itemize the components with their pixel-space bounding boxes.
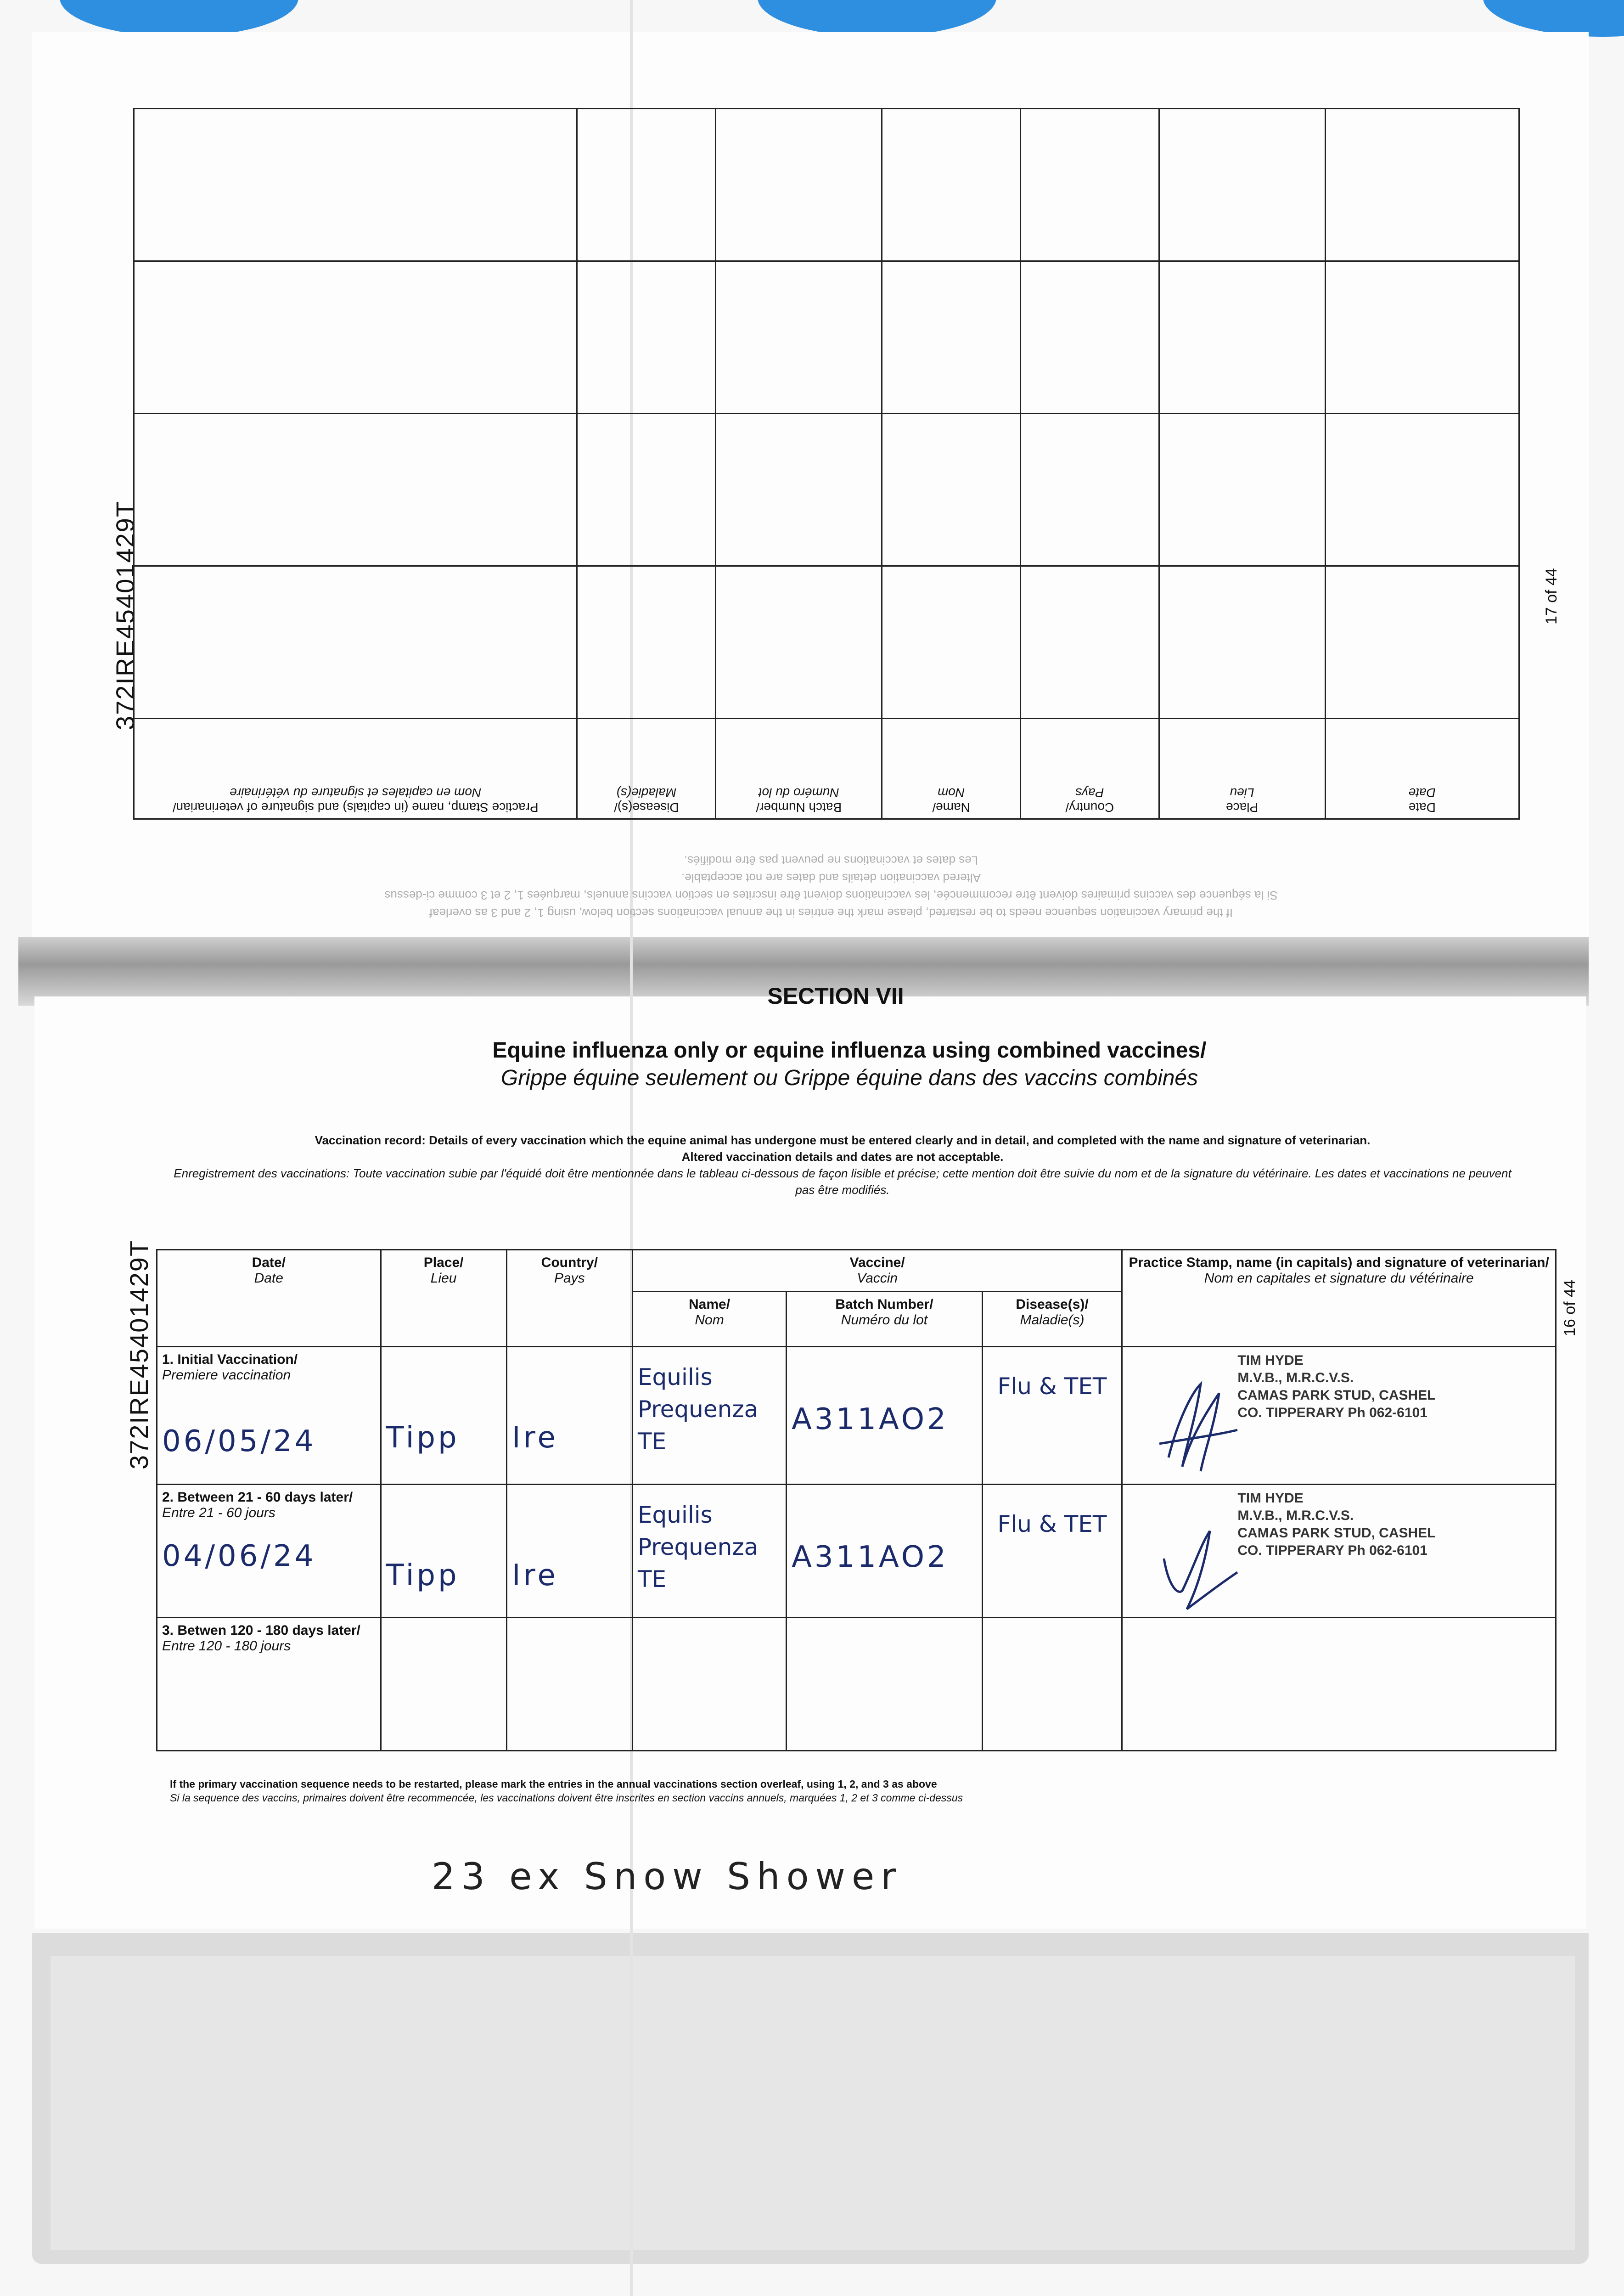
signature (1150, 1503, 1242, 1614)
row-label: 1. Initial Vaccination/ Premiere vaccination (162, 1352, 298, 1383)
record-label-fr: Enregistrement des vaccinations: (174, 1166, 350, 1180)
country-value: Ire (511, 1559, 558, 1593)
punch-mark (1483, 0, 1624, 37)
date-value: 06/05/24 (162, 1424, 316, 1458)
record-label: Vaccination record: (315, 1133, 426, 1147)
section-subtitle-fr: Grippe équine seulement ou Grippe équine dans des vaccins combinés (500, 1066, 1198, 1090)
row-label: 3. Betwen 120 - 180 days later/ Entre 120 - 180 jours (162, 1623, 360, 1654)
footnote-fr: Si la sequence des vaccins, primaires doivent être recommencée, les vaccinations doivent être inscrites en section vaccins annuels, marquées 1, 2 et 3 comme ci-dessus (170, 1792, 963, 1804)
footnote-en: If the primary vaccination sequence needs to be restarted, please mark the entries in the annual vaccinations section overleaf, using 1, 2, and 3 as above (170, 1778, 937, 1790)
col-date: Date/ Date (157, 1250, 381, 1347)
section-subtitle-en: Equine influenza only or equine influenza using combined vaccines/ (492, 1038, 1207, 1063)
row-label: 2. Between 21 - 60 days later/ Entre 21 - 60 jours (162, 1490, 353, 1520)
bleed-line: If the primary vaccination sequence needs to be restarted, please mark the entries in the annual vaccinations section below, using 1, 2 and 3 as overleaf (429, 906, 1233, 920)
place-value: Tipp (386, 1421, 460, 1455)
hdr-date: Date Date (1325, 719, 1519, 819)
disease-cell (982, 1618, 1122, 1751)
row-date-cell (157, 1485, 381, 1618)
bleed-through-text (257, 852, 1405, 922)
place-cell (381, 1347, 506, 1485)
stamp-cell (1122, 1618, 1556, 1751)
vet-stamp: TIM HYDE M.V.B., M.R.C.V.S. CAMAS PARK STUD, CASHEL CO. TIPPERARY Ph 062-6101 (1237, 1353, 1436, 1420)
signature (1150, 1366, 1242, 1476)
passport-cover-inner (51, 1956, 1575, 2250)
table-row (157, 1485, 1556, 1618)
record-text-fr: Toute vaccination subie par l'équidé doit être mentionnée dans le tableau ci-dessous de façon lisible et précise; cette mention doit être suivie du nom et de la signature du vétérinaire. Les dates et vaccinations ne peuvent pas être modifiés. (353, 1166, 1512, 1197)
bleed-line: Les dates et vaccinations ne peuvent pas être modifiés. (684, 854, 978, 867)
passport-number-lower: 372IRE45401429T (124, 1239, 153, 1469)
row-date-cell (157, 1618, 381, 1751)
batch-value: A311AO2 (792, 1540, 949, 1574)
vet-stamp: TIM HYDE M.V.B., M.R.C.V.S. CAMAS PARK STUD, CASHEL CO. TIPPERARY Ph 062-6101 (1237, 1491, 1436, 1558)
vaccine-name-cell (632, 1618, 786, 1751)
date-value: 04/06/24 (162, 1539, 316, 1573)
disease-value: Flu & TET (997, 1373, 1107, 1400)
country-cell (506, 1485, 632, 1618)
vaccine-name-cell (632, 1347, 786, 1485)
table-row (157, 1618, 1556, 1751)
batch-cell (787, 1485, 983, 1618)
record-text-en-2: Altered vaccination details and dates are not acceptable. (681, 1150, 1004, 1164)
punch-mark (60, 0, 298, 37)
col-stamp: Practice Stamp, name (in capitals) and signature of veterinarian/ Nom en capitales et signature du vétérinaire (1122, 1250, 1556, 1347)
country-cell (506, 1347, 632, 1485)
handwritten-note: 23 ex Snow Shower (432, 1855, 903, 1898)
col-disease: Disease(s)/ Maladie(s) (982, 1292, 1122, 1347)
disease-cell (982, 1485, 1122, 1618)
hdr-country: Country/ Pays (1020, 719, 1159, 819)
bleed-line: Altered vaccination details and dates are not acceptable. (681, 871, 981, 885)
row-date-cell (157, 1347, 381, 1485)
page-number-lower: 16 of 44 (1561, 1280, 1579, 1336)
col-vaccine-name: Name/ Nom (632, 1292, 786, 1347)
vaccine-name-cell (632, 1485, 786, 1618)
batch-cell (787, 1618, 983, 1751)
table-row (157, 1347, 1556, 1485)
disease-cell (982, 1347, 1122, 1485)
passport-number-upper: 372IRE45401429T (111, 500, 140, 730)
table-footnote (170, 1777, 1410, 1805)
hdr-batch: Batch Number/ Numéro du lot (716, 719, 882, 819)
col-place: Place/ Lieu (381, 1250, 506, 1347)
batch-value: A311AO2 (792, 1402, 949, 1436)
vaccination-table (156, 1249, 1557, 1745)
stamp-cell (1122, 1485, 1556, 1618)
vaccine-name-value: Equilis Prequenza TE (637, 1364, 759, 1455)
col-batch: Batch Number/ Numéro du lot (787, 1292, 983, 1347)
record-text-en: Details of every vaccination which the equine animal has undergone must be entered clearly and in detail, and completed with the name and signature of veterinarian. (429, 1133, 1371, 1147)
vaccine-name-value: Equilis Prequenza TE (637, 1502, 759, 1593)
page-number-upper: 17 of 44 (1543, 568, 1560, 625)
disease-value: Flu & TET (997, 1511, 1107, 1537)
punch-mark (758, 0, 996, 37)
upper-vaccination-grid (133, 108, 1520, 820)
hdr-vaccine-name: Name/ Nom (882, 719, 1021, 819)
bleed-line: Si la séquence des vaccins primaires doivent être recommencée, les vaccinations doivent être inscrites en section vaccins annuels, marquées 1, 2 et 3 comme ci-dessus (384, 889, 1278, 902)
batch-cell (787, 1347, 983, 1485)
hdr-place: Place Lieu (1159, 719, 1325, 819)
place-cell (381, 1485, 506, 1618)
vaccination-record-instructions (165, 1132, 1520, 1198)
hdr-stamp: Practice Stamp, name (in capitals) and signature of veterinarian/ Nom en capitales et signature du vétérinaire (134, 719, 578, 819)
col-vaccine: Vaccine/ Vaccin (632, 1250, 1122, 1292)
place-value: Tipp (386, 1559, 460, 1593)
country-cell (506, 1618, 632, 1751)
col-country: Country/ Pays (506, 1250, 632, 1347)
hdr-disease: Disease(s)/ Maladie(s) (577, 719, 716, 819)
stamp-cell (1122, 1347, 1556, 1485)
country-value: Ire (511, 1421, 558, 1455)
place-cell (381, 1618, 506, 1751)
section-title: SECTION VII (767, 983, 904, 1009)
